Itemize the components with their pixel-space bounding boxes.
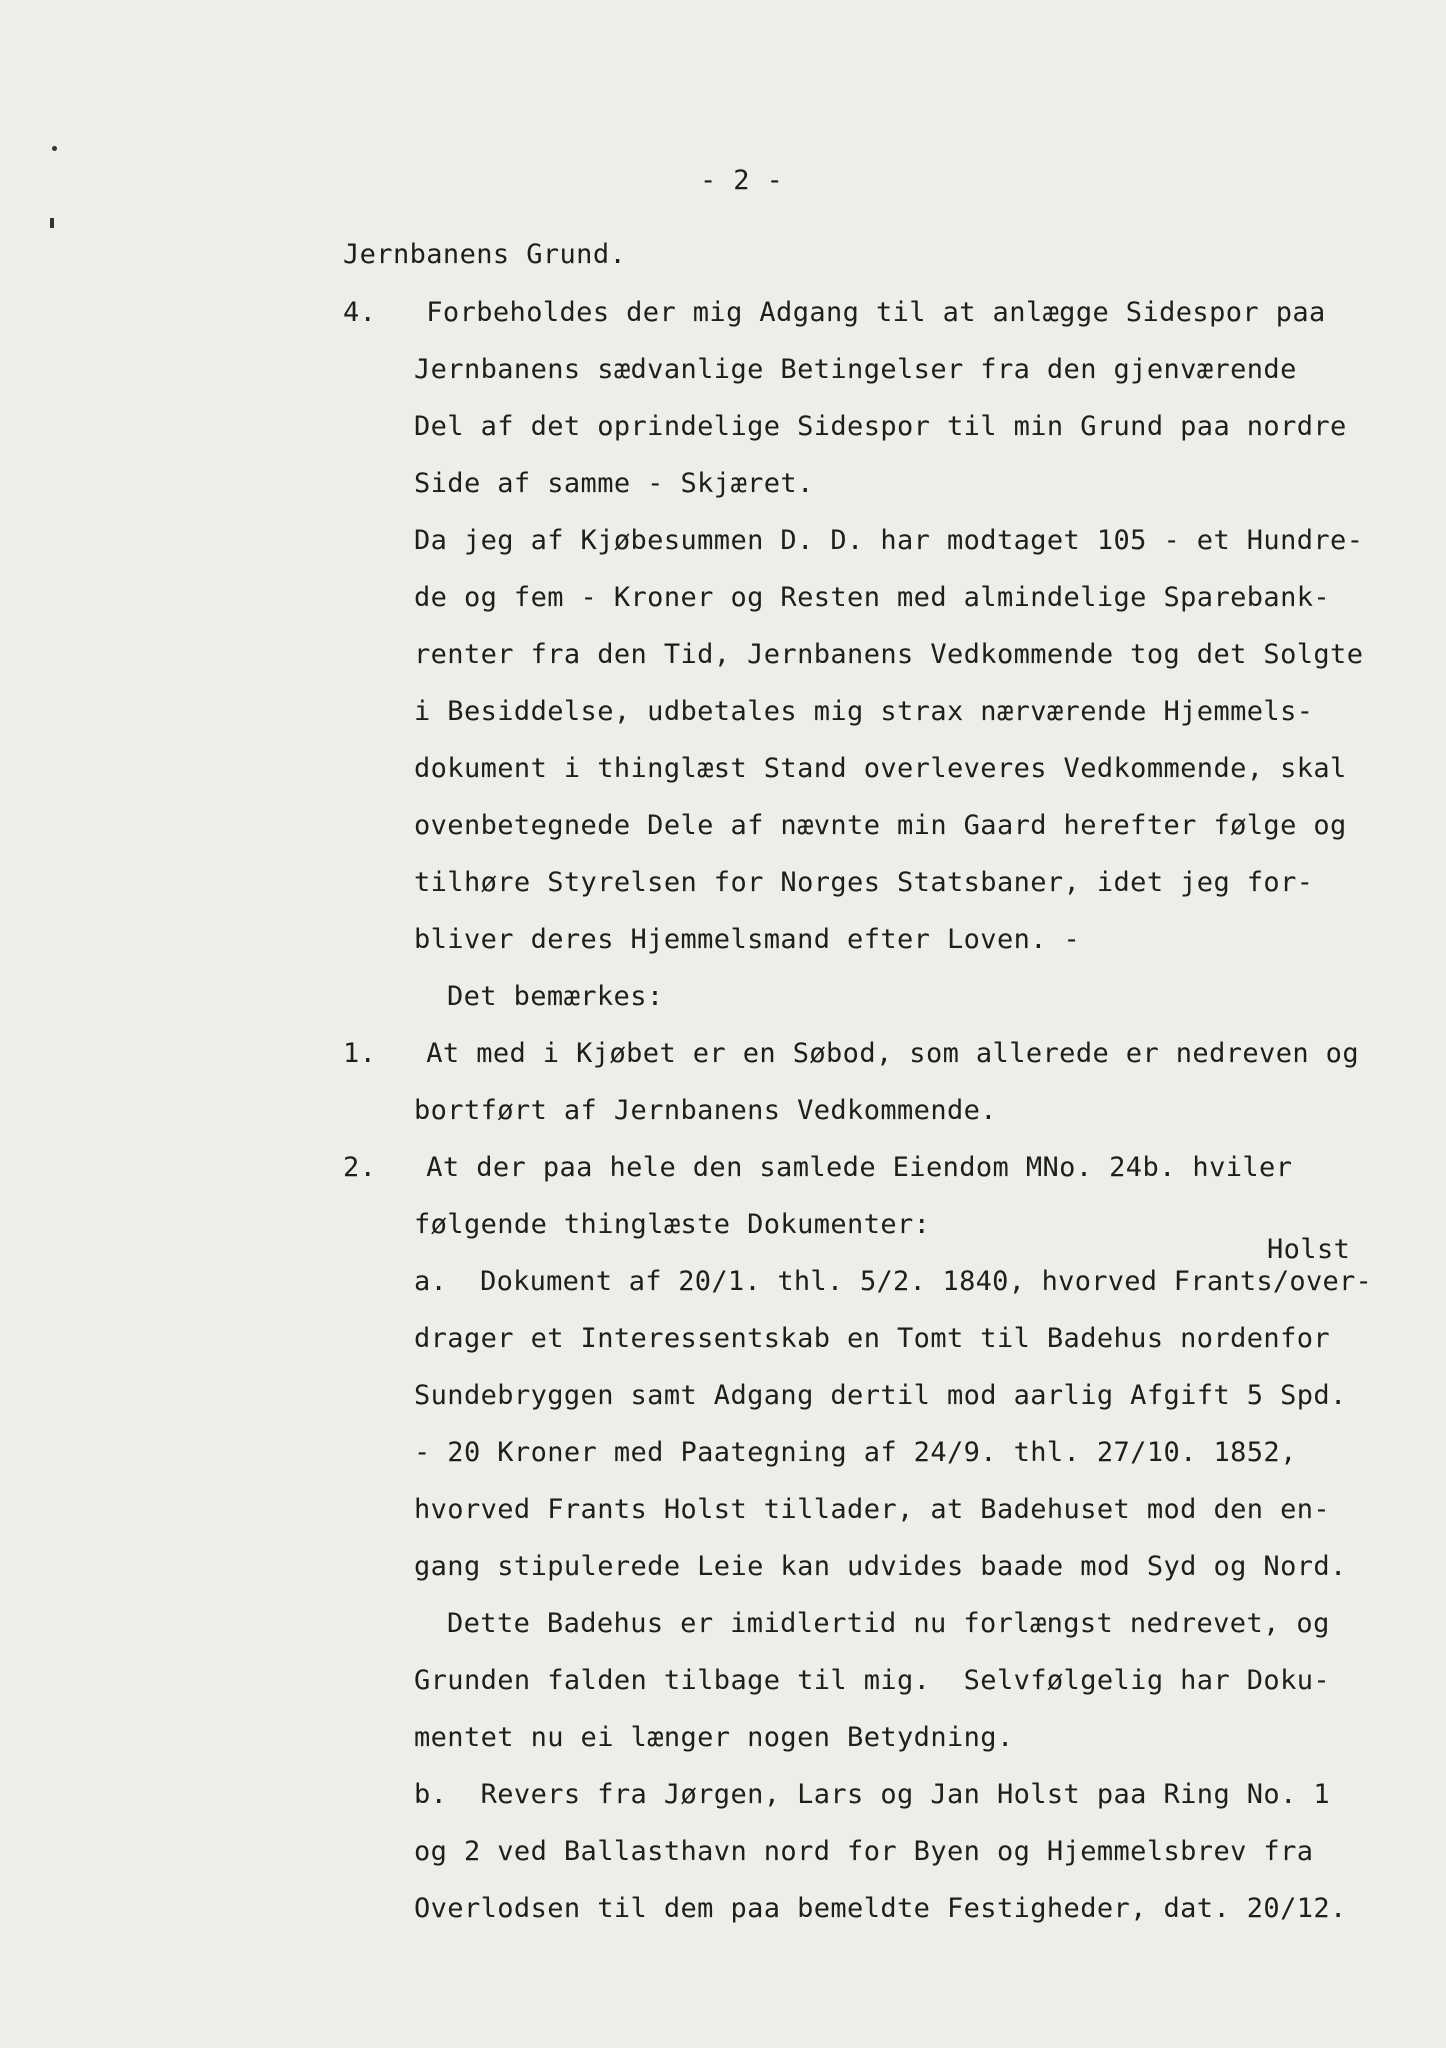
text-line: a. Dokument af 20/1. thl. 5/2. 1840, hvorved Frants/over-: [414, 1266, 1373, 1297]
text-line: drager et Interessentskab en Tomt til Badehus nordenfor: [414, 1323, 1331, 1354]
text-line: Side af samme - Skjæret.: [414, 468, 814, 499]
page-number: - 2 -: [700, 165, 784, 196]
text-line: tilhøre Styrelsen for Norges Statsbaner, idet jeg for-: [414, 867, 1314, 898]
text-line: Jernbanens sædvanlige Betingelser fra den gjenværende: [414, 354, 1297, 385]
text-line: gang stipulerede Leie kan udvides baade mod Syd og Nord.: [414, 1551, 1347, 1582]
text-line: dokument i thinglæst Stand overleveres Vedkommende, skal: [414, 753, 1347, 784]
text-line: Da jeg af Kjøbesummen D. D. har modtaget 105 - et Hundre-: [414, 525, 1364, 556]
text-line: mentet nu ei længer nogen Betydning.: [414, 1722, 1014, 1753]
text-line: renter fra den Tid, Jernbanens Vedkommende tog det Solgte: [414, 639, 1364, 670]
text-line: Grunden falden tilbage til mig. Selvfølgelig har Doku-: [414, 1665, 1331, 1696]
text-line: Del af det oprindelige Sidespor til min Grund paa nordre: [414, 411, 1347, 442]
text-line: og 2 ved Ballasthavn nord for Byen og Hjemmelsbrev fra: [414, 1836, 1314, 1867]
text-line: de og fem - Kroner og Resten med almindelige Sparebank-: [414, 582, 1331, 613]
text-line: b. Revers fra Jørgen, Lars og Jan Holst paa Ring No. 1: [414, 1779, 1331, 1810]
text-line: bortført af Jernbanens Vedkommende.: [414, 1095, 997, 1126]
text-line: i Besiddelse, udbetales mig strax nærværende Hjemmels-: [414, 696, 1314, 727]
text-line: Det bemærkes:: [447, 981, 664, 1012]
text-line: følgende thinglæste Dokumenter:: [414, 1209, 931, 1240]
text-line: 4. Forbeholdes der mig Adgang til at anlægge Sidespor paa: [343, 297, 1326, 328]
margin-dot: [52, 146, 57, 151]
text-line: Sundebryggen samt Adgang dertil mod aarlig Afgift 5 Spd.: [414, 1380, 1347, 1411]
text-line: ovenbetegnede Dele af nævnte min Gaard herefter følge og: [414, 810, 1347, 841]
text-line: bliver deres Hjemmelsmand efter Loven. -: [414, 924, 1081, 955]
text-line: - 20 Kroner med Paategning af 24/9. thl. 27/10. 1852,: [414, 1437, 1297, 1468]
text-line: Holst: [1267, 1234, 1351, 1265]
text-line: 1. At med i Kjøbet er en Søbod, som allerede er nedreven og: [343, 1038, 1359, 1069]
text-line: Jernbanens Grund.: [343, 239, 627, 270]
text-line: Dette Badehus er imidlertid nu forlængst nedrevet, og: [447, 1608, 1330, 1639]
text-line: Overlodsen til dem paa bemeldte Festigheder, dat. 20/12.: [414, 1893, 1347, 1924]
text-line: 2. At der paa hele den samlede Eiendom MNo. 24b. hviler: [343, 1152, 1293, 1183]
text-line: hvorved Frants Holst tillader, at Badehuset mod den en-: [414, 1494, 1331, 1525]
margin-tick: [50, 218, 54, 228]
